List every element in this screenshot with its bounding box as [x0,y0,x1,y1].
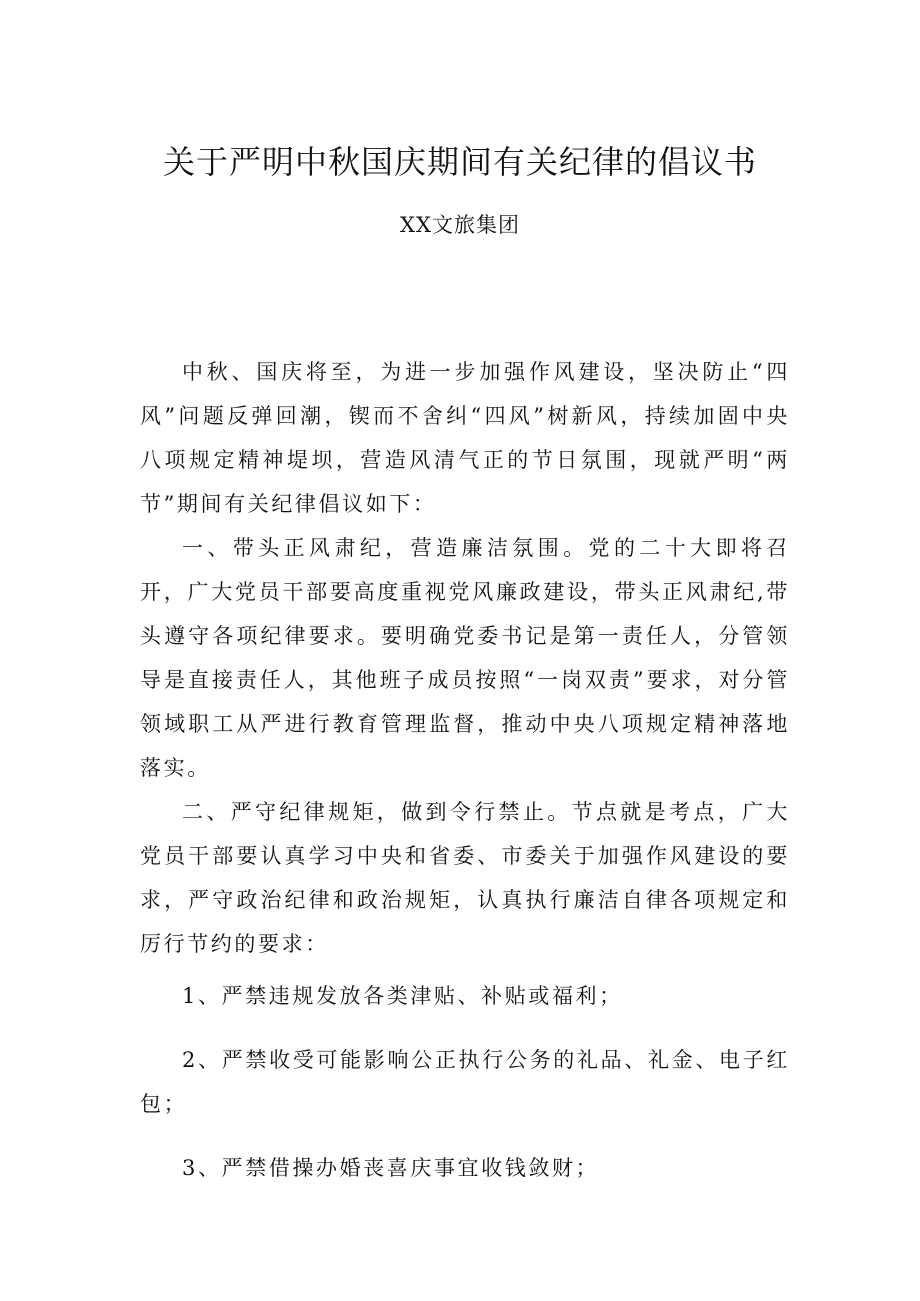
section-1-paragraph: 一、带头正风肃纪，营造廉洁氛围。党的二十大即将召开，广大党员干部要高度重视党风廉政建设，带头正风肃纪,带头遵守各项纪律要求。要明确党委书记是第一责任人，分管领导是直接责任人，其他班子成员按照“一岗双责”要求，对分管领域职工从严进行教育管理监督，推动中央八项规定精神落地落实。 [140,536,790,780]
intro-paragraph: 中秋、国庆将至，为进一步加强作风建设，坚决防止“四风”问题反弹回潮，锲而不舍纠“四风”树新风，持续加固中央八项规定精神堤坝，营造风清气正的节日氛围，现就严明“两节”期间有关纪律倡议如下： [140,360,790,516]
rule-item-2: 2、严禁收受可能影响公正执行公务的礼品、礼金、电子红包； [140,1048,790,1116]
rule-item-1: 1、严禁违规发放各类津贴、补贴或福利； [182,984,623,1008]
section-2-paragraph: 二、严守纪律规矩，做到令行禁止。节点就是考点，广大党员干部要认真学习中央和省委、市委关于加强作风建设的要求，严守政治纪律和政治规矩，认真执行廉洁自律各项规定和厉行节约的要求： [140,800,790,956]
document-body [140,350,790,1190]
document-title: 关于严明中秋国庆期间有关纪律的倡议书 [162,143,757,181]
rule-item-3: 3、严禁借操办婚丧喜庆事宜收钱敛财； [182,1156,600,1180]
organization-name: XX文旅集团 [400,213,520,237]
